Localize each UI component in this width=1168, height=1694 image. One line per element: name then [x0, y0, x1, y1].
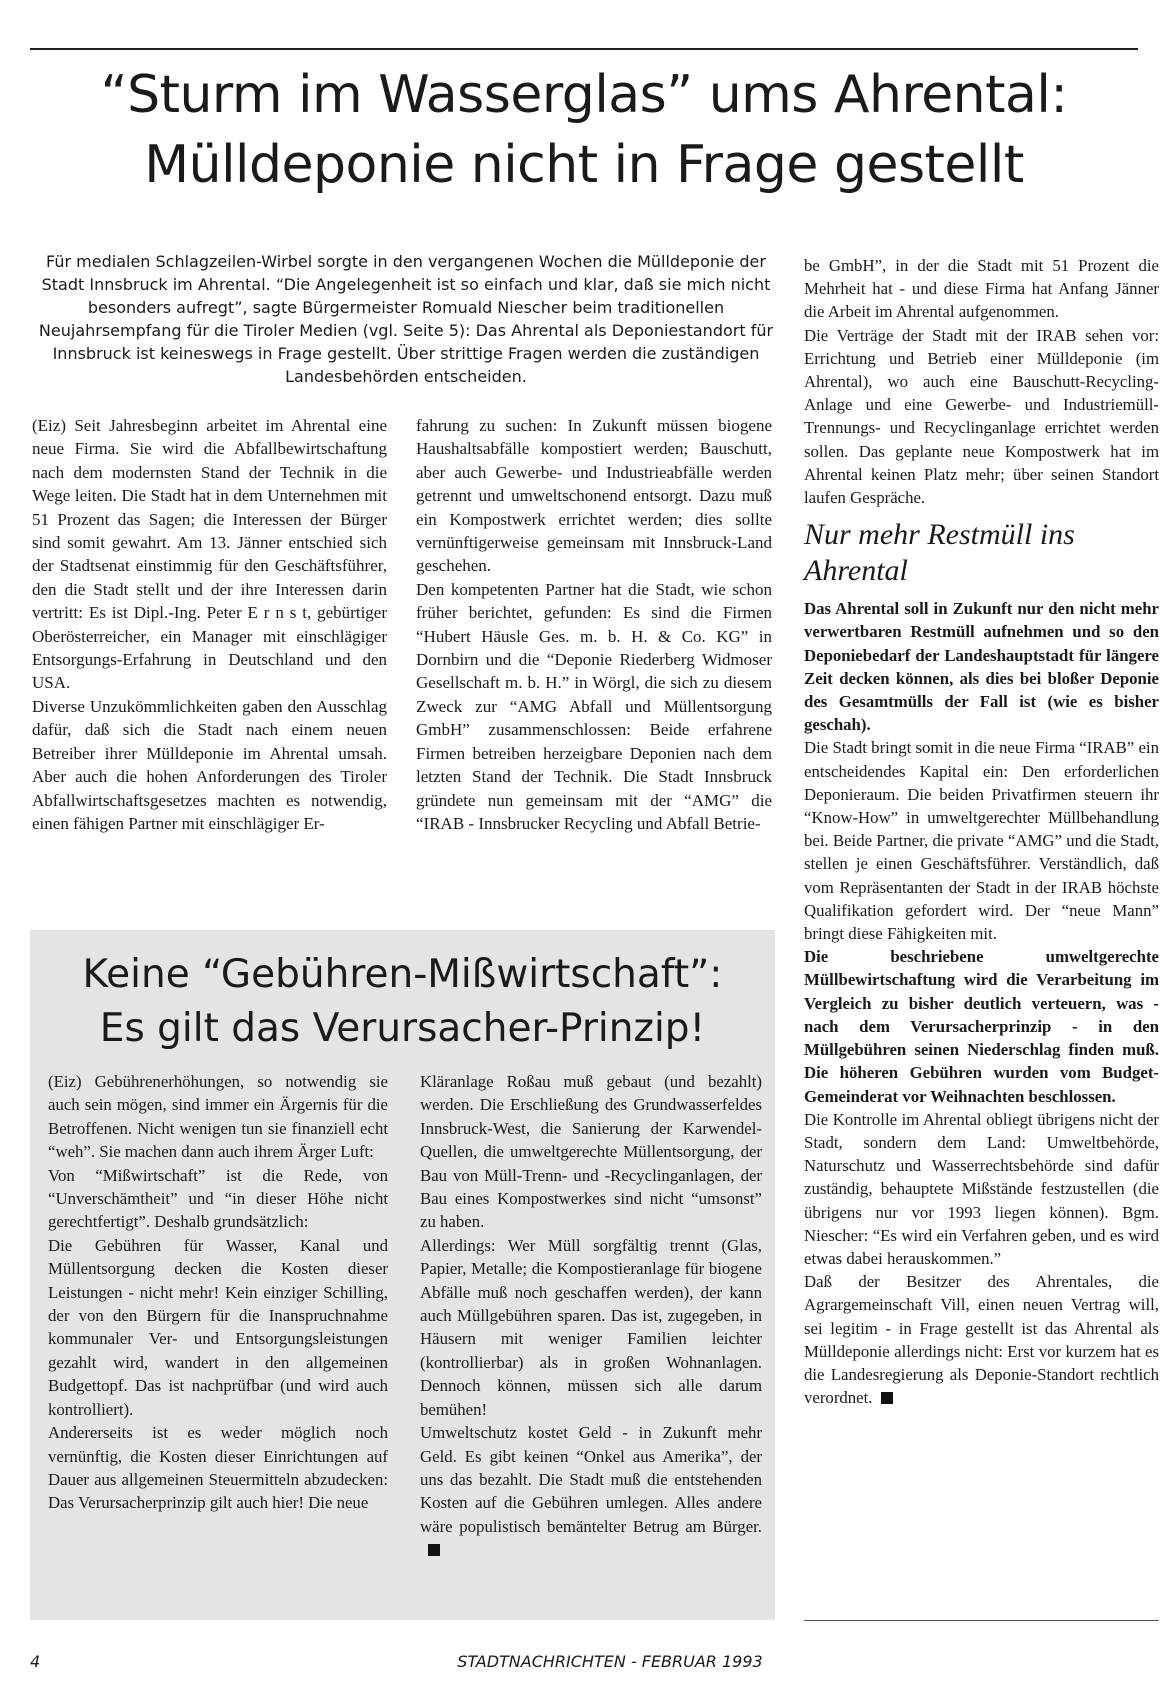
- box-headline-line-2: Es gilt das Verursacher-Prinzip!: [99, 1006, 706, 1051]
- article-headline: [30, 60, 1138, 200]
- paragraph: (Eiz) Gebührenerhöhungen, so notwendig sie auch sein mögen, sind immer ein Ärgernis für die Betroffenen. Nicht wenigen tun sie finanziell echt “weh”. Sie machen dann auch ihrem Ärger Luft:: [48, 1072, 388, 1162]
- paragraph: Die Gebühren für Wasser, Kanal und Müllentsorgung decken die Kosten dieser Leistungen - nicht mehr! Kein einziger Schilling, der von den Bürgern für die Inanspruchnahme kommunaler Ver- und Entsorgungsleistungen gezahlt wird, wandert in den allgemeinen Budgettopf. Das ist nachprüfbar (und wird auch kontrolliert).: [48, 1235, 388, 1419]
- headline-line-2: Mülldeponie nicht in Frage gestellt: [144, 135, 1024, 195]
- bold-paragraph: Das Ahrental soll in Zukunft nur den nicht mehr verwertbaren Restmüll aufnehmen und so den Deponiebedarf der Landeshauptstadt für längere Zeit decken können, als dies bei bloßer Deponie des Gesamtmülls der Fall ist (wie es bisher geschah).: [804, 599, 1159, 735]
- page-number: 4: [30, 1652, 41, 1671]
- paragraph-text: Daß der Besitzer des Ahrentales, die Agrargemeinschaft Vill, einen neuen Vertrag will, sei legitim - in Frage gestellt ist das Ahrental als Mülldeponie allerdings nicht: Erst vor kurzem hat es die Landesregierung als Deponie-Standort rechtlich verordnet.: [804, 1272, 1159, 1408]
- paragraph: Allerdings: Wer Müll sorgfältig trennt (Glas, Papier, Metalle; die Kompostieranlage für biogene Abfälle muß noch geschaffen werden), der kann auch Müllgebühren sparen. Das ist, zugegeben, in Häusern mit weniger Familien leichter (kontrollierbar) als in großen Wohnanlagen. Dennoch können, müssen sich alle darum bemühen!: [420, 1235, 762, 1419]
- box-headline-line-1: Keine “Gebühren-Mißwirtschaft”:: [82, 952, 723, 997]
- paragraph: Andererseits ist es weder möglich noch vernünftig, die Kosten dieser Einrichtungen auf Dauer aus allgemeinen Steuermitteln abzudecken: Das Verursacherprinzip gilt auch hier! Die neue: [48, 1423, 388, 1513]
- paragraph: (Eiz) Seit Jahresbeginn arbeitet im Ahrental eine neue Firma. Sie wird die Abfallbewirtschaftung nach dem modernsten Stand der Technik in die Wege leiten. Die Stadt hat in dem Unternehmen mit 51 Prozent das Sagen; die Interessen der Bürger sind somit gewahrt. Am 13. Jänner entschied sich der Stadtsenat einstimmig für den Geschäftsführer, den die Stadt stellt und der ihre Interessen darin vertritt: Es ist Dipl.-Ing. Peter E r n s t, gebürtiger Oberösterreicher, ein Manager mit einschlägiger Entsorgungs-Erfahrung in Deutschland und den USA.: [32, 416, 387, 693]
- paragraph: be GmbH”, in der die Stadt mit 51 Prozent die Mehrheit hat - und diese Firma hat Anfang Jänner die Arbeit im Ahrental aufgenommen.: [804, 256, 1159, 322]
- paragraph-text: Umweltschutz kostet Geld - in Zukunft mehr Geld. Es gibt keinen “Onkel aus Amerika”, der uns das bezahlt. Die Stadt muß die entstehenden Kosten auf die Gebühren umlegen. Alles andere wäre populistisch bemäntelter Betrug am Bürger.: [420, 1423, 762, 1536]
- publication-footer: STADTNACHRICHTEN - FEBRUAR 1993: [457, 1652, 763, 1671]
- article-lead: Für medialen Schlagzeilen-Wirbel sorgte in den vergangenen Wochen die Mülldeponie der Stadt Innsbruck im Ahrental. “Die Angelegenheit ist so einfach und klar, daß sie mich nicht besonders aufregt”, sagte Bürgermeister Romuald Niescher beim traditionellen Neujahrsempfang für die Tiroler Medien (vgl. Seite 5): Das Ahrental als Deponiestandort für Innsbruck ist keineswegs in Frage gestellt. Über strittige Fragen werden die zuständigen Landesbehörden entscheiden.: [38, 252, 774, 386]
- subheading: Nur mehr Restmüll ins Ahrental: [804, 518, 1075, 588]
- paragraph: [804, 1270, 1159, 1409]
- box-column-2: [420, 1070, 762, 1562]
- bold-paragraph: Die beschriebene umweltgerechte Müllbewirtschaftung wird die Verarbeitung im Vergleich zu bisher deutlich verteuern, was - nach dem Verursacherprinzip - in den Müllgebühren seinen Niederschlag finden muß. Die höheren Gebühren wurden vom Budget-Gemeinderat vor Weihnachten beschlossen.: [804, 947, 1159, 1106]
- bottom-rule: [804, 1620, 1159, 1621]
- sidebar-box-headline: [30, 948, 775, 1056]
- top-rule: [30, 48, 1138, 50]
- paragraph: Kläranlage Roßau muß gebaut (und bezahlt) werden. Die Erschließung des Grundwasserfeldes Innsbruck-West, die Sanierung der Karwendel-Quellen, die umweltgerechte Müllentsorgung, der Bau von Müll-Trenn- und -Recyclinganlagen, der Bau eines Kompostwerkes sind nicht “umsonst” zu haben.: [420, 1072, 762, 1232]
- paragraph: Die Verträge der Stadt mit der IRAB sehen vor: Errichtung und Betrieb einer Mülldeponie (im Ahrental), wo auch eine Bauschutt-Recycling-Anlage und eine Gewerbe- und Industriemüll-Trennungs- und Recyclinganlage errichtet werden sollen. Das geplante neue Kompostwerk hat im Ahrental keinen Platz mehr; über seinen Standort laufen Gespräche.: [804, 325, 1159, 508]
- article-column-1: [32, 414, 387, 835]
- paragraph: [420, 1421, 762, 1561]
- headline-line-1: “Sturm im Wasserglas” ums Ahrental:: [100, 65, 1068, 125]
- article-column-3: [804, 254, 1159, 1409]
- box-column-1: [48, 1070, 388, 1515]
- end-mark-icon: [428, 1544, 440, 1556]
- paragraph: fahrung zu suchen: In Zukunft müssen biogene Haushaltsabfälle kompostiert werden; Bauschutt, aber auch Gewerbe- und Industrieabfälle werden getrennt und umweltschonend entsorgt. Dazu muß ein Kompostwerk errichtet werden; dies sollte vernünftigerweise gemeinsam mit Innsbruck-Land geschehen.: [416, 416, 772, 576]
- paragraph: Die Kontrolle im Ahrental obliegt übrigens nicht der Stadt, sondern dem Land: Umweltbehörde, Naturschutz und Wasserrechtsbehörde sind dafür zuständig, behauptete Mißstände festzustellen (die übrigens nur vor 1993 liegen können). Bgm. Niescher: “Es wird ein Verfahren geben, und es wird etwas dabei herauskommen.”: [804, 1109, 1159, 1268]
- paragraph: Diverse Unzukömmlichkeiten gaben den Ausschlag dafür, daß sich die Stadt nach einem neuen Betreiber ihrer Mülldeponie im Ahrental umsah. Aber auch die hohen Anforderungen des Tiroler Abfallwirtschaftsgesetzes machten es notwendig, einen fähigen Partner mit einschlägiger Er-: [32, 696, 387, 833]
- paragraph: Die Stadt bringt somit in die neue Firma “IRAB” ein entscheidendes Kapital ein: Den erforderlichen Deponieraum. Die beiden Privatfirmen steuern ihr “Know-How” in umweltgerechter Müllbehandlung bei. Beide Partner, die private “AMG” und die Stadt, stellen je einen Geschäftsführer. Verständlich, daß vom Repräsentanten der Stadt in der IRAB höchste Qualifikation gefordert wird. Der “neue Mann” bringt diese Fähigkeiten mit.: [804, 738, 1159, 944]
- paragraph: Von “Mißwirtschaft” ist die Rede, von “Unverschämtheit” und “in dieser Höhe nicht gerechtfertigt”. Deshalb grundsätzlich:: [48, 1165, 388, 1232]
- article-column-2: [416, 414, 772, 835]
- paragraph: Den kompetenten Partner hat die Stadt, wie schon früher berichtet, gefunden: Es sind die Firmen “Hubert Häusle Ges. m. b. H. & Co. KG” in Dornbirn und die “Deponie Riederberg Widmoser Gesellschaft m. b. H.” in Wörgl, die sich zu diesem Zweck zur “AMG Abfall und Müllentsorgung GmbH” zusammenschlossen: Beide erfahrene Firmen betreiben herzeigbare Deponien nach dem letzten Stand der Technik. Die Stadt Innsbruck gründete nun gemeinsam mit der “AMG” die “IRAB - Innsbrucker Recycling und Abfall Betrie-: [416, 579, 772, 833]
- end-mark-icon: [881, 1392, 893, 1404]
